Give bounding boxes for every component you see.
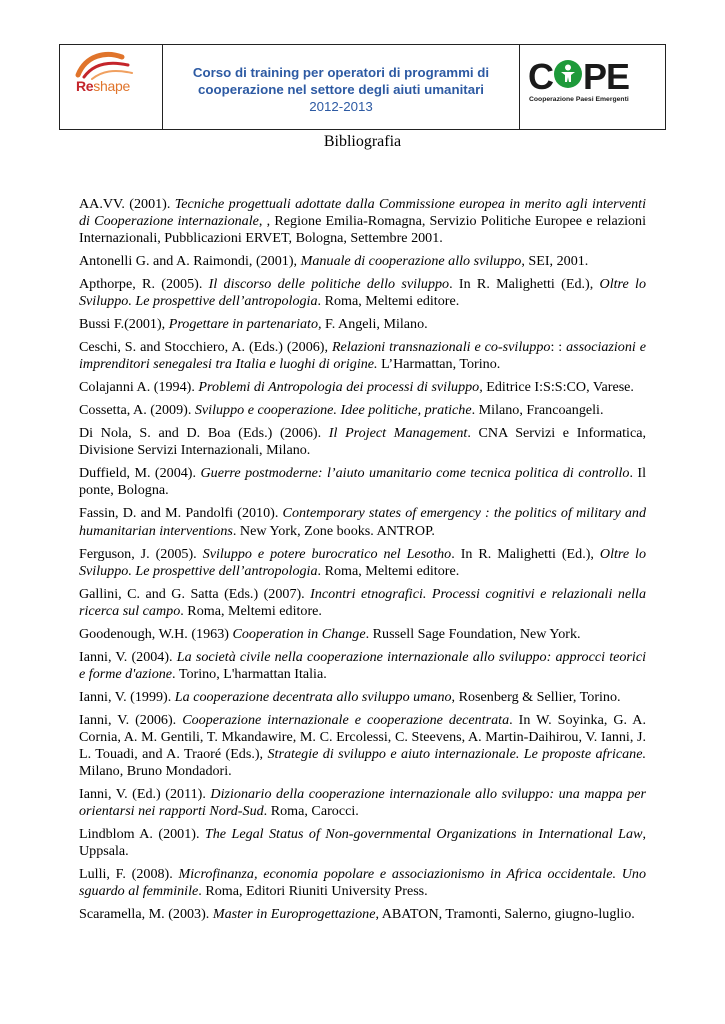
entry-text: AA.VV. (2001). [79,196,175,212]
entry-text: . In R. Malighetti (Ed.), [451,545,600,562]
reshape-logo-cell [60,45,163,129]
entry-text: Lulli, F. (2008). [79,866,179,883]
entry-title: associazioni e imprenditori senegalesi tra Italia e luoghi di origine. [79,339,646,373]
entry-text: Editrice I:S:S:CO, Varese. [482,379,634,396]
reshape-logo-shape: shape [93,78,130,94]
entry-text: . Torino, L'harmattan Italia. [172,665,327,682]
reshape-swirl-icon [72,49,142,81]
bibliography-entry [79,586,646,620]
entry-text: . Roma, Meltemi editore. [180,602,322,619]
bibliography-entry [79,906,646,923]
entry-text: Ianni, V. (2006). [79,711,183,728]
entry-title: Sviluppo e potere burocratico nel Lesotho [202,545,452,562]
course-title-line2: cooperazione nel settore degli aiuti umanitari [198,82,484,97]
bibliography-entry [79,379,646,396]
entry-title: La cooperazione decentrata allo sviluppo umano [174,688,452,705]
entry-text: . CNA Servizi e Informatica, Divisione Servizi Internazionali, Milano. [79,425,646,459]
bibliography-entry [79,196,646,247]
entry-text: Antonelli G. and A. Raimondi, (2001), [79,253,301,270]
entry-text: , Uppsala. [79,826,646,860]
entry-text: Ianni, V. (1999). [79,688,175,705]
entry-text: . In R. Malighetti (Ed.), [449,276,600,293]
page-title: Bibliografia [323,133,402,150]
entry-text: : : [550,339,567,356]
reshape-logo [76,78,130,94]
entry-text: . Roma, Meltemi editore. [317,293,460,310]
cope-subtitle: Cooperazione Paesi Emergenti [529,96,629,103]
entry-title: Incontri etnografici. Processi cognitivi e relazionali nella ricerca sul campo [79,585,646,619]
entry-title: Tecniche progettuali adottate dalla Commissione europea in merito agli interventi di Cooperazione internazionale [79,196,646,230]
bibliography-entry [79,253,646,270]
cope-logo-cell [520,45,665,129]
entry-title: Progettare in partenariato, [168,316,322,333]
bibliography-entry [79,425,646,459]
entry-text: . Il ponte, Bologna. [79,465,647,499]
entry-text: Milano, Bruno Mondadori. [79,762,232,779]
entry-text: . Roma, Meltemi editore. [317,562,460,579]
bibliography-entry [79,712,646,780]
entry-title: Cooperation in Change [232,625,366,642]
entry-text: Ferguson, J. (2005). [79,545,203,562]
entry-text: , SEI, 2001. [521,253,589,270]
entry-text: Duffield, M. (2004). [79,465,201,482]
entry-title: Microfinanza, economia popolare e associazionismo in Africa occidentale. Uno sguardo al femminile [79,866,647,900]
entry-title: Strategie di sviluppo e aiuto internazionale. Le proposte africane. [267,745,647,762]
cope-logo-c: C [528,56,553,97]
entry-text: . Roma, Carocci. [263,803,359,820]
entry-title: Cooperazione internazionale e cooperazione decentrata [182,711,510,728]
reshape-logo-re: Re [76,78,94,94]
bibliography-entry [79,826,646,860]
entry-text: . In W. Soyinka, G. A. Cornia, A. M. Gentili, T. Mkandawire, M. C. Ercolessi, C. Steevens, A. Martin-Daihirou, V. Ianni, J. L. Touadi, and A. Traoré (Eds.), [79,711,646,762]
bibliography-entry [79,505,646,539]
entry-text: Ceschi, S. and Stocchiero, A. (Eds.) (2006), [79,339,332,356]
course-title-line1: Corso di training per operatori di programmi di [192,65,490,80]
entry-title: Il discorso delle politiche dello sviluppo [208,276,450,293]
bibliography-entry [79,546,646,580]
bibliography-entry [79,626,646,643]
entry-text: . New York, Zone books. ANTROP. [232,522,435,539]
entry-title: Oltre lo Sviluppo. Le prospettive dell’antropologia [79,276,646,310]
bibliography-entry [79,866,646,900]
bibliography-list [79,196,646,929]
bibliography-entry [79,402,646,419]
entry-text: . Milano, Francoangeli. [471,402,604,419]
entry-title: Relazioni transnazionali e co-sviluppo [331,339,551,356]
entry-title: The Legal Status of Non-governmental Organizations in International Law [204,826,643,843]
entry-title: Guerre postmoderne: l’aiuto umanitario come tecnica politica di controllo [200,465,630,482]
entry-text: , Rosenberg & Sellier, Torino. [451,688,621,705]
globe-person-icon [554,60,582,88]
entry-text: Bussi F.(2001), [79,316,169,333]
entry-text: Ianni, V. (2004). [79,648,177,665]
bibliography-entry [79,689,646,706]
course-year: 2012-2013 [309,99,373,114]
entry-text: . Roma, Editori Riuniti University Press. [198,883,428,900]
entry-text: Gallini, C. and G. Satta (Eds.) (2007). [79,585,311,602]
course-title-cell [163,45,520,129]
entry-text: F. Angeli, Milano. [321,316,428,333]
document-header [59,44,666,130]
entry-title: Contemporary states of emergency : the politics of military and humanitarian interventions [79,505,647,539]
entry-text: Apthorpe, R. (2005). [79,276,209,293]
entry-title: La società civile nella cooperazione internazionale allo sviluppo: approcci teorici e forme d'azione [79,648,647,682]
entry-text: , ABATON, Tramonti, Salerno, giugno-luglio. [375,906,635,923]
entry-text: Ianni, V. (Ed.) (2011). [79,785,211,802]
entry-text: Lindblom A. (2001). [79,826,205,843]
entry-text: Goodenough, W.H. (1963) [79,625,233,642]
entry-title: Sviluppo e cooperazione. Idee politiche, pratiche [194,402,472,419]
bibliography-entry [79,276,646,310]
entry-title: Manuale di cooperazione allo sviluppo [300,253,522,270]
entry-text: Colajanni A. (1994). [79,379,199,396]
entry-title: Problemi di Antropologia dei processi di sviluppo, [198,379,483,396]
entry-title: Master in Europrogettazione [212,906,376,923]
bibliography-entry [79,649,646,683]
bibliography-entry [79,786,646,820]
entry-text: Fassin, D. and M. Pandolfi (2010). [79,505,283,522]
cope-logo [528,56,630,97]
entry-text: Di Nola, S. and D. Boa (Eds.) (2006). [79,425,329,442]
cope-logo-pe: PE [583,56,630,97]
entry-title: Dizionario della cooperazione internazionale allo sviluppo: una mappa per orientarsi nei rapporti Nord-Sud [79,785,646,820]
bibliography-entry [79,465,646,499]
entry-text: Scaramella, M. (2003). [79,906,213,923]
entry-text: , , Regione Emilia-Romagna, Servizio Politiche Europee e relazioni Internazionali, Pubblicazioni ERVET, Bologna, Settembre 2001. [79,213,646,247]
entry-title: Il Project Management [328,425,468,442]
bibliography-entry [79,339,646,373]
entry-text: Cossetta, A. (2009). [79,402,195,419]
bibliography-entry [79,316,646,333]
entry-title: Oltre lo Sviluppo. Le prospettive dell’antropologia [79,545,647,579]
entry-text: . Russell Sage Foundation, New York. [365,625,581,642]
entry-text: L’Harmattan, Torino. [377,356,501,373]
